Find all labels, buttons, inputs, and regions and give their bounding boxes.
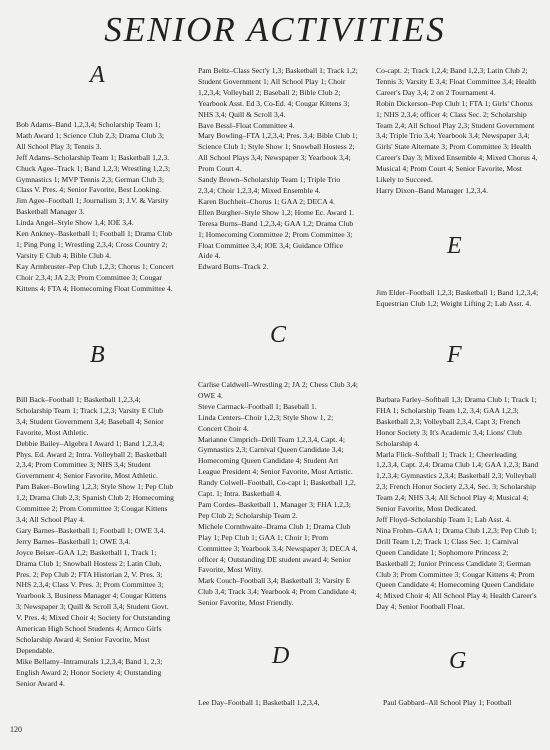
entry: Linda Centers–Choir 1,2,3; Style Show 1, 2; Concert Choir 4. <box>198 412 334 433</box>
entry: Co-capt. 2; Track 1,2,4; Band 1,2,3; Latin Club 2; Tennis 3; Varsity E 3,4; Float Committee 3,4; Health Career's Day 3,4; 2 on 2 Tournament 4. <box>376 66 537 97</box>
section-g <box>383 698 543 709</box>
entry: Ken Ankney–Basketball 1; Football 1; Drama Club 1; Ping Pong 1; Wrestling 2,3,4; Cross Country 2; Varsity E Club 4; Bible Club 4. <box>16 229 173 260</box>
entry: Harry Dixon–Band Manager 1,2,3,4. <box>376 185 488 195</box>
section-b <box>16 395 174 689</box>
entry: Mike Bellamy–Intramurals 1,2,3,4; Band 1, 2,3; English Award 2; Honor Society 4; Outstanding Senior Award 4. <box>16 656 163 688</box>
entry: Pam Cordes–Basketball 1, Manager 3; FHA 1,2,3; Pep Club 2; Scholarship Team 2. <box>198 499 351 520</box>
entry: Karen Buchheit–Chorus 1; GAA 2; DECA 4. <box>198 196 335 206</box>
section-e <box>376 288 540 310</box>
entry: Sandy Brown–Scholarship Team 1; Triple Trio 2,3,4; Choir 1,2,3,4; Mixed Ensemble 4. <box>198 175 341 195</box>
section-a <box>16 120 174 295</box>
entry: Bave Bessl–Float Committee 4. <box>198 120 295 130</box>
entry: Mark Couch–Football 3,4; Basketball 3; Varsity E Club 3,4; Track 3,4; Yearbook 4; Prom Candidate 4; Senior Favorite, Most Friendly. <box>198 576 357 608</box>
entry: Lee Day–Football 1; Basketball 1,2,3,4, <box>198 698 320 707</box>
entry: Gary Barnes–Basketball 1; Football 1; OWE 3,4. <box>16 525 166 535</box>
entry: Marianne Cimprich–Drill Team 1,2,3,4, Capt. 4; Gymnastics 2,3; Carnival Queen Candidate 3,4; Homecoming Queen Candidate 4; Student Art League President 4; Senior Favorite, Most Artistic. <box>198 434 353 477</box>
entry: Bill Back–Football 1; Basketball 1,2,3,4; Scholarship Team 1; Track 1,2,3; Varsity E Club 3,4; Student Government 3,4; Baseball 4; Senior Favorite, Most Athletic. <box>16 395 164 437</box>
section-letter-c: C <box>270 322 287 348</box>
entry: Pam Beltz–Class Sect'y 1,3; Basketball 1; Track 1,2; Student Government 1; All School Play 1; Choir 1,2,3,4; Volleyball 2; Baseball 2; Bible Club 2; Yearbook Asst. Ed 3, Co-Ed. 4; Cougar Kittens 3; NHS 3,4; Quill & Scroll 3,4. <box>198 66 358 119</box>
section-letter-a: A <box>90 62 105 88</box>
entry: Edward Butts–Track 2. <box>198 262 269 272</box>
entry: Jeff Adams–Scholarship Team 1; Basketball 1,2,3. <box>16 152 170 162</box>
entry: Jim Elder–Football 1,2,3; Basketball 1; Band 1,2,3,4; Equestrian Club 1,2; Weight Lifting 2; Lab Asst. 4. <box>376 288 539 308</box>
page-title: SENIOR ACTIVITIES <box>104 10 446 49</box>
entry: Robin Dickerson–Pep Club 1; FTA 1; Girls' Chorus 1; NHS 2,3,4; officer 4; Class Sec. 2; Scholarship Team 2,4; All School Play 2,3; Student Government 3,4; Triple Trio 3,4; Yearbook 3,4; Newspaper 3,4; Girls' State Alternate 3; Prom Committee 3; Health Career's Day 3; Mixed Ensemble 4; Mixed Chorus 4, Musical 4; Prom Court 4; Senior Favorite, Most Likely to Succeed. <box>376 98 538 185</box>
section-letter-f: F <box>447 342 462 368</box>
section-c-continued <box>376 66 540 197</box>
entry: Bob Adams–Band 1,2,3,4; Scholarship Team 1; Math Award 1; Science Club 2,3; Drama Club 3; All School Play 3; Tennis 3. <box>16 120 164 151</box>
entry: Chuck Agee–Track 1; Band 1,2,3; Wrestling 1,2,3; Gymnastics 1; MVP Tennis 2,3; German Club 3; Class V. Pres. 4; Senior Favorite, Best Looking. <box>16 163 171 195</box>
entry: Teresa Burns–Band 1,2,3,4; GAA 1,2; Drama Club 1; Homecoming Committee 2; Prom Committee 3; Float Committee 3,4; IOE 3,4; Guidance Office Aide 4. <box>198 218 354 261</box>
entry: Randy Colwell–Football, Co-capt 1; Basketball 1,2, Capt. 1; Intra. Basketball 4. <box>198 478 356 499</box>
entry: Ellen Burgher–Style Show 1,2; Home Ec. Award 1. <box>198 207 355 217</box>
section-c <box>198 380 358 609</box>
entry: Nina Frohm–GAA 1; Drama Club 1,2,3; Pep Club 1; Drill Team 1,2; Track 1; Class Sec. 1; Carnival Queen Candidate 1; Sophomore Princess 2; Basketball 2; Junior Princess Candidate 3; German Club 3; Prom Committee 3; Cougar Kittens 4; Prom Queen Candidate 4; Homecoming Queen Candidate 4; Mixed Choir 4; All School Play 4; Health Career's Day 4; Senior Football Float. <box>376 525 537 612</box>
page-number: 120 <box>10 725 22 734</box>
entry: Michele Cornthwaite–Drama Club 1; Drama Club Play 1; Pep Club 1; GAA 1; Choir 1; Prom Committee 3; Yearbook 3,4; Newspaper 3; DECA 4, officer 4; Outstanding DE student award 4; Senior Favorite, Most Witty. <box>198 521 358 575</box>
section-letter-b: B <box>90 342 105 368</box>
entry: Jeff Floyd–Scholarship Team 1; Lab Asst. 4. <box>376 514 512 524</box>
section-letter-e: E <box>447 233 462 259</box>
entry: Jim Agee–Football 1; Journalism 3; J.V. & Varsity Basketball Manager 3. <box>16 196 169 217</box>
entry: Steve Carmack–Football 1; Baseball 1. <box>198 401 317 411</box>
entry: Barbara Farley–Softball 1,3; Drama Club 1; Track 1; FHA 1; Scholarship Team 1,2, 3,4; GAA 1,2,3; Basketball 2,3; Volleyball 2,3,4, Capt 3; French Honor Society 3; It's Academic 3,4; Lions' Club Scholarship 4. <box>376 395 537 448</box>
entry: Pam Baker–Bowling 1,2,3; Style Show 1; Pep Club 1,2; Drama Club 2,3; Spanish Club 2; Homecoming Committee 2; Prom Committee 3; Cougar Kittens 3,4; All School Play 4. <box>16 482 174 524</box>
entry: Mary Bowling–FTA 1,2,3,4; Pres. 3,4; Bible Club 1; Science Club 1; Style Show 1; Snowball Hostess 2; All School Plays 3,4; Newspaper 3; Yearbook 3,4; Prom Court 4. <box>198 131 358 174</box>
entry: Joyce Beiser–GAA 1,2; Basketball 1, Track 1; Drama Club 1; Snowball Hostess 2; Latin Club, Pres. 2; Pep Club 2; FTA Historian 2, V. Pres. 3; NHS 2,3,4; Class V. Pres. 3; Prom Committee 3; Yearbook 3, Business Manager 4; Cougar Kittens 3; Newspaper 3; Quill & Scroll 3,4; Student Govt. V. Pres. 4; Mixed Choir 4; Society for Outstanding American High School Students 4; Armco Girls Scholarship Award 4; Senior Favorite, Most Dependable. <box>16 547 171 655</box>
entry: Paul Gabbard–All School Play 1; Football <box>383 698 512 707</box>
section-d <box>198 698 363 709</box>
entry: Kay Armbruster–Pep Club 1,2,3; Chorus 1; Concert Choir 2,3,4; JA 2,3; Prom Committee 3; Cougar Kittens 4; FTA 4; Homecoming Float Committee 4. <box>16 261 174 293</box>
section-a-continued <box>198 66 358 273</box>
entry: Linda Angel–Style Show 1,4; IOE 3,4. <box>16 218 134 228</box>
entry: Debbie Bailey–Algebra I Award 1; Band 1,2,3,4; Phys. Ed. Award 2; Intra. Volleyball 2; Basketball 2,3,4; Prom Committee 3; NHS 3,4; Student Government 4; Senior Favorite, Most Athletic. <box>16 438 167 481</box>
entry: Carlise Caldwell–Wrestling 2; JA 2; Chess Club 3,4; OWE 4. <box>198 380 358 400</box>
entry: Marla Flick–Softball 1; Track 1; Cheerleading 1,2,3,4, Capt. 2,4; Drama Club 1,4; GAA 1,2,3; Band 1,2,3,4; Gymnastics 2,3,4; Basketball 2,3; Volleyball 2,3; French Honor Society 2,3,4, Sec. 3; Scholarship Team 2,4; NHS 3,4; All School Play 4; Musical 4; Senior Favorite, Most Dedicated. <box>376 449 539 514</box>
section-f <box>376 395 540 613</box>
entry: Jerry Barnes–Basketball 1; OWE 3,4. <box>16 536 131 546</box>
section-letter-d: D <box>272 643 290 669</box>
section-letter-g: G <box>449 648 467 674</box>
